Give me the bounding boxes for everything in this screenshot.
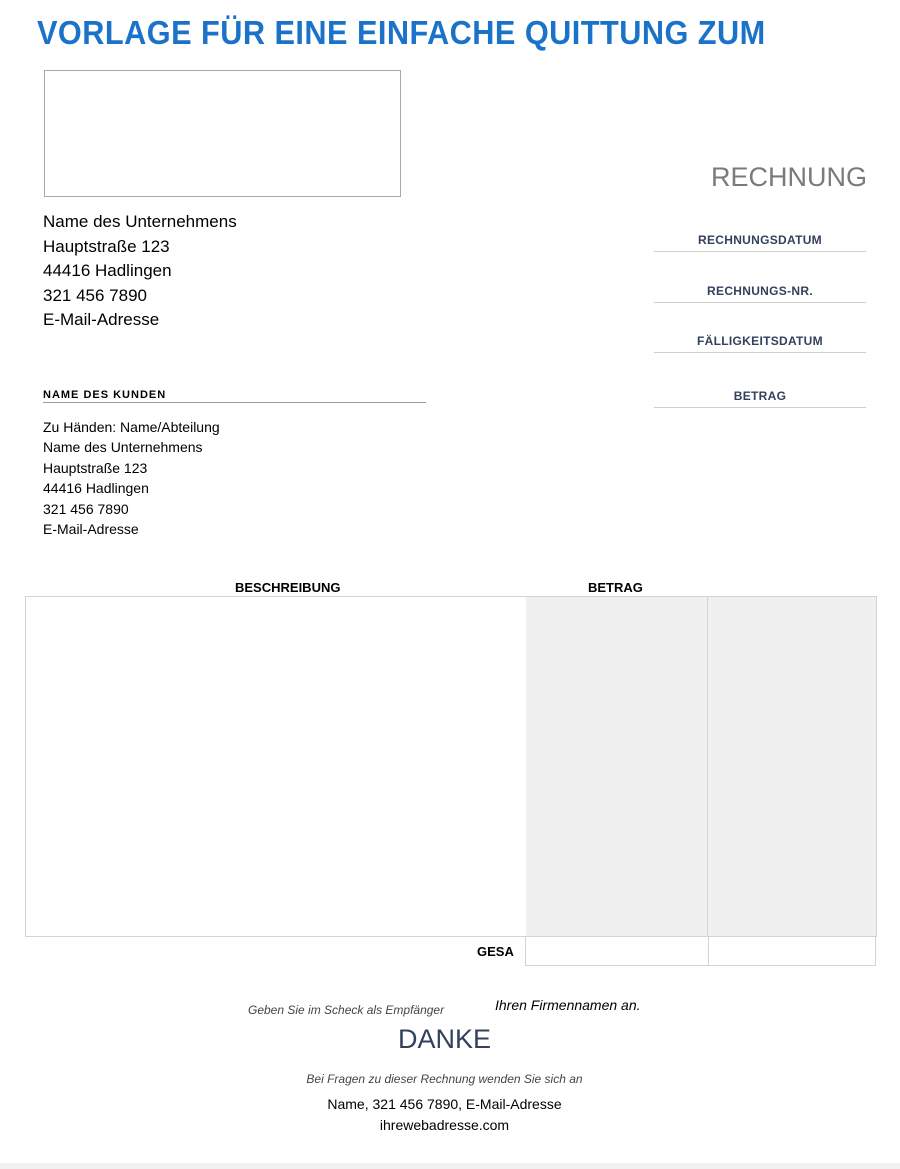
amount-column-header: BETRAG — [588, 580, 643, 595]
customer-address — [43, 417, 220, 539]
invoice-number-field[interactable]: RECHNUNGS-NR. — [654, 284, 866, 303]
amount-cell[interactable] — [526, 596, 708, 937]
customer-street: Hauptstraße 123 — [43, 459, 148, 476]
customer-email: E-Mail-Adresse — [43, 521, 139, 538]
invoice-heading: RECHNUNG — [710, 162, 867, 192]
invoice-date-field[interactable]: RECHNUNGSDATUM — [654, 233, 866, 252]
total-extra-cell[interactable] — [707, 936, 876, 966]
amount-field[interactable]: BETRAG — [654, 389, 866, 408]
check-note-company: Ihren Firmennamen an. — [495, 997, 641, 1013]
customer-name: Name des Unternehmens — [43, 439, 203, 456]
description-cell[interactable] — [25, 596, 527, 937]
website-line[interactable]: ihrewebadresse.com — [379, 1117, 510, 1133]
amount-cell-extra[interactable] — [707, 596, 877, 937]
due-date-field[interactable]: FÄLLIGKEITSDATUM — [654, 334, 866, 353]
customer-attn: Zu Händen: Name/Abteilung — [43, 419, 220, 435]
logo-placeholder — [44, 70, 401, 197]
questions-note: Bei Fragen zu dieser Rechnung wenden Sie sich an — [306, 1072, 583, 1086]
thanks-text: DANKE — [397, 1024, 492, 1054]
company-email: E-Mail-Adresse — [43, 310, 160, 329]
contact-line: Name, 321 456 7890, E-Mail-Adresse — [327, 1096, 562, 1112]
page-bottom-edge — [0, 1163, 900, 1169]
total-value-cell[interactable] — [525, 936, 709, 966]
company-city: 44416 Hadlingen — [43, 261, 172, 280]
customer-city: 44416 Hadlingen — [43, 480, 149, 497]
check-note: Geben Sie im Scheck als Empfänger — [248, 1003, 445, 1017]
company-address — [43, 210, 237, 333]
document-title: VORLAGE FÜR EINE EINFACHE QUITTUNG ZUM — [37, 14, 766, 51]
company-street: Hauptstraße 123 — [43, 236, 170, 256]
description-column-header: BESCHREIBUNG — [235, 580, 341, 595]
company-name: Name des Unternehmens — [43, 212, 237, 231]
total-label: GESA — [477, 944, 514, 959]
customer-phone: 321 456 7890 — [43, 500, 129, 517]
customer-label: NAME DES KUNDEN — [43, 389, 426, 403]
company-phone: 321 456 7890 — [43, 285, 147, 305]
